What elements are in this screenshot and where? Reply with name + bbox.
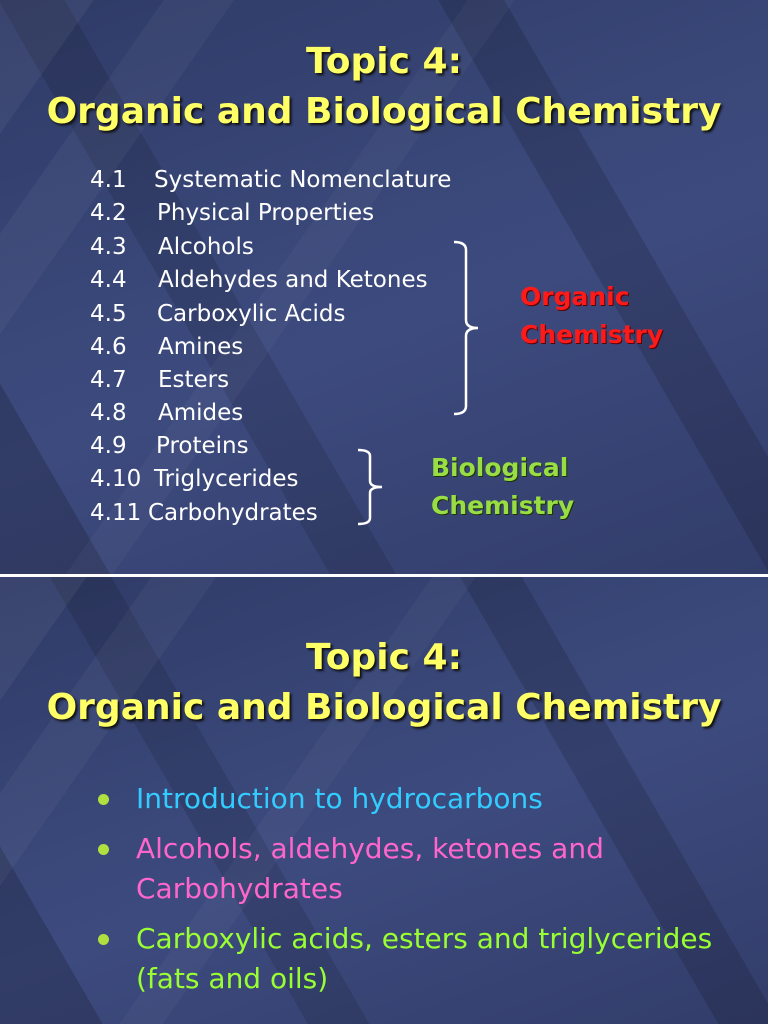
bullet-item [98, 919, 718, 999]
toc-item-text: Proteins [156, 433, 249, 459]
slide-2-title-line-2: Organic and Biological Chemistry [46, 687, 722, 728]
slide-1-title [0, 37, 768, 137]
bullet-list [98, 779, 718, 1009]
toc-item [0, 433, 500, 466]
toc-item-text: Carbohydrates [148, 500, 318, 526]
organic-label-line-1: Organic [520, 282, 630, 311]
biological-label-line-1: Biological [431, 453, 569, 482]
toc-item-number: 4.5 [90, 301, 127, 327]
toc-item-text: Alcohols [158, 234, 254, 260]
toc-item-number: 4.10 [90, 466, 142, 492]
toc-item-text: Amines [158, 334, 244, 360]
toc-item-text: Esters [158, 367, 230, 393]
organic-label-line-2: Chemistry [520, 320, 664, 349]
toc-item [0, 334, 500, 367]
organic-chemistry-label [520, 278, 663, 354]
bullet-item [98, 779, 718, 819]
slide-1-title-line-2: Organic and Biological Chemistry [46, 91, 722, 132]
toc-item [0, 367, 500, 400]
bullet-dot-icon [98, 934, 109, 945]
toc-item-text: Carboxylic Acids [157, 301, 346, 327]
bullet-text: Introduction to hydrocarbons [136, 782, 543, 815]
toc-item-number: 4.3 [90, 234, 127, 260]
biological-label-line-2: Chemistry [431, 491, 575, 520]
toc-item [0, 466, 500, 499]
toc-item-number: 4.1 [90, 167, 127, 193]
bullet-dot-icon [98, 794, 109, 805]
bullet-text: Carboxylic acids, esters and triglycerides (fats and oils) [136, 922, 713, 995]
slide-2-title-line-1: Topic 4: [306, 637, 462, 678]
toc-item [0, 267, 500, 300]
toc-item [0, 234, 500, 267]
bullet-item [98, 829, 718, 909]
slide-1-title-line-1: Topic 4: [306, 41, 462, 82]
toc-item-number: 4.7 [90, 367, 127, 393]
slide-2 [0, 577, 768, 1024]
organic-brace [452, 240, 482, 416]
biological-brace [356, 448, 386, 526]
toc-item-number: 4.11 [90, 500, 142, 526]
toc-item-number: 4.4 [90, 267, 127, 293]
toc-item [0, 400, 500, 433]
toc-item [0, 301, 500, 334]
bullet-dot-icon [98, 844, 109, 855]
toc-item-number: 4.9 [90, 433, 127, 459]
toc-item-number: 4.8 [90, 400, 127, 426]
toc-item-number: 4.2 [90, 200, 127, 226]
toc-item [0, 200, 500, 233]
biological-chemistry-label [431, 449, 574, 525]
slide-2-title [0, 633, 768, 733]
toc-item-number: 4.6 [90, 334, 127, 360]
toc-item-text: Aldehydes and Ketones [158, 267, 428, 293]
bullet-text: Alcohols, aldehydes, ketones and Carbohydrates [136, 832, 604, 905]
toc-item-text: Amides [158, 400, 244, 426]
toc-item-text: Systematic Nomenclature [154, 167, 452, 193]
toc-item-text: Physical Properties [157, 200, 375, 226]
toc-item [0, 500, 500, 533]
toc-item [0, 167, 500, 200]
toc-item-text: Triglycerides [154, 466, 299, 492]
